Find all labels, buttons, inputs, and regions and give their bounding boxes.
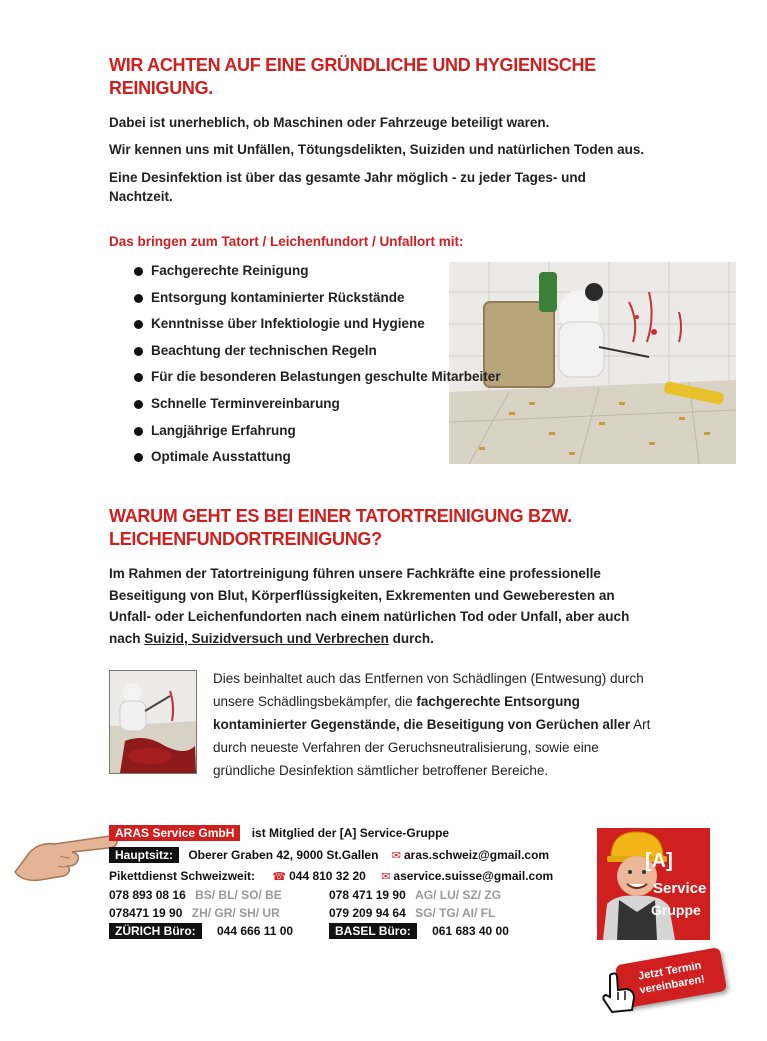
basel-label: BASEL Büro: xyxy=(329,923,417,939)
hq-label: Hauptsitz: xyxy=(109,847,179,863)
service-bullet-list xyxy=(134,258,501,471)
click-hand-icon xyxy=(600,970,640,1014)
phone-number[interactable]: 079 209 94 64 xyxy=(329,906,406,920)
phone-regions: ZH/ GR/ SH/ UR xyxy=(191,906,280,920)
member-line: ARAS Service GmbH ist Mitglied der [A] Service-Gruppe xyxy=(109,826,449,840)
hq-address: Oberer Graben 42, 9000 St.Gallen xyxy=(188,848,379,862)
zurich-label: ZÜRICH Büro: xyxy=(109,923,202,939)
phone-number[interactable]: 078471 19 90 xyxy=(109,906,183,920)
mail-icon: ✉ xyxy=(391,850,401,862)
phone-row xyxy=(109,888,282,902)
list-item: Kenntnisse über Infektiologie und Hygiene xyxy=(134,311,501,338)
headquarters-line xyxy=(109,848,549,862)
phone-regions: SG/ TG/ AI/ FL xyxy=(415,906,496,920)
phone-regions: AG/ LU/ SZ/ ZG xyxy=(415,888,502,902)
zurich-office xyxy=(109,924,293,938)
list-item: Langjährige Erfahrung xyxy=(134,418,501,445)
logo-bracket: [A] xyxy=(645,850,673,872)
suicide-crime-link[interactable]: Suizid, Suizidversuch und Verbrechen xyxy=(144,630,389,646)
cta-label[interactable]: Jetzt Termin vereinbaren! xyxy=(637,959,706,997)
list-item: Für die besonderen Belastungen geschulte Mitarbeiter xyxy=(134,364,501,391)
phone-icon: ☎ xyxy=(272,871,287,883)
list-item: Schnelle Terminvereinbarung xyxy=(134,391,501,418)
zurich-phone[interactable]: 044 666 11 00 xyxy=(217,924,294,938)
heading-why-cleaning: WARUM GEHT ES BEI EINER TATORTREINIGUNG BZW. LEICHENFUNDORTREINIGUNG? xyxy=(109,506,572,549)
picket-phone-link[interactable]: ☎ 044 810 32 20 xyxy=(272,869,366,883)
paragraph-availability: Eine Desinfektion ist über das gesamte Jahr möglich - zu jeder Tages- und Nachtzeit. xyxy=(109,170,586,204)
logo-line2: Gruppe xyxy=(651,902,701,918)
company-name-badge: ARAS Service GmbH xyxy=(109,825,240,841)
heading-hygiene: WIR ACHTEN AUF EINE GRÜNDLICHE UND HYGIENISCHE REINIGUNG. xyxy=(109,55,596,98)
hq-email-link[interactable]: ✉ aras.schweiz@gmail.com xyxy=(391,848,550,862)
photo-blood-cleanup xyxy=(109,670,197,774)
paragraph-experience: Wir kennen uns mit Unfällen, Tötungsdelikten, Suiziden und natürlichen Toden aus. xyxy=(109,142,645,157)
list-item: Fachgerechte Reinigung xyxy=(134,258,501,285)
logo-line1: Service xyxy=(653,880,707,897)
basel-office xyxy=(329,924,509,938)
paragraph-pest-control: Dies beinhaltet auch das Entfernen von Schädlingen (Entwesung) durch unsere Schädlingsbekämpfer, die fachgerechte Entsorgung kontaminierter Gegenstände, die Beseitigung von Gerüchen aller Art durch neueste Verfahren der Geruchsneutralisierung, sowie eine gründliche Desinfektion sämtlicher betroffener Bereiche. xyxy=(213,671,651,778)
service-gruppe-logo xyxy=(597,828,710,940)
appointment-cta-button[interactable] xyxy=(600,952,728,1012)
list-item: Entsorgung kontaminierter Rückstände xyxy=(134,285,501,312)
picket-email-link[interactable]: ✉ aservice.suisse@gmail.com xyxy=(381,869,554,883)
pointing-hand-icon xyxy=(10,822,120,882)
phone-row xyxy=(329,906,495,920)
list-item: Beachtung der technischen Regeln xyxy=(134,338,501,365)
subheading-services: Das bringen zum Tatort / Leichenfundort / Unfallort mit: xyxy=(109,234,464,249)
paragraph-professional-removal: Im Rahmen der Tatortreinigung führen unsere Fachkräfte eine professionelle Beseitigung von Blut, Körperflüssigkeiten, Exkrementen und Geweberesten an Unfall- oder Leichenfundorten nach einem natürlichen Tod oder Unfall, aber auch nach Suizid, Suizidversuch und Verbrechen durch. xyxy=(109,566,630,646)
picket-label: Pikettdienst Schweizweit: xyxy=(109,869,256,883)
mail-icon: ✉ xyxy=(381,871,391,883)
list-item: Optimale Ausstattung xyxy=(134,444,501,471)
paragraph-machines: Dabei ist unerheblich, ob Maschinen oder Fahrzeuge beteiligt waren. xyxy=(109,115,550,130)
basel-phone[interactable]: 061 683 40 00 xyxy=(432,924,509,938)
phone-regions: BS/ BL/ SO/ BE xyxy=(195,888,282,902)
phone-row xyxy=(109,906,280,920)
picket-line xyxy=(109,869,553,883)
phone-number[interactable]: 078 893 08 16 xyxy=(109,888,186,902)
phone-number[interactable]: 078 471 19 90 xyxy=(329,888,406,902)
phone-row xyxy=(329,888,501,902)
